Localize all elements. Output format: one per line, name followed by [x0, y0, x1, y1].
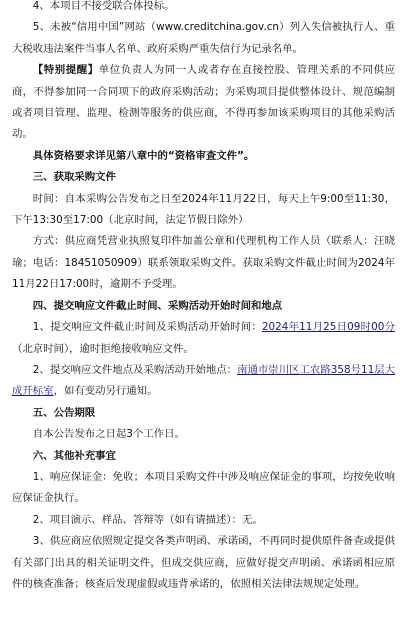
section-3-heading: 三、获取采购文件 — [32, 171, 116, 184]
requirement-item-5: 5、未被“信用中国”网站（www.creditchina.gov.cn）列入失信被执行人、重大税收违法案件当事人名单、政府采购严重失信行为记录名单。 — [12, 21, 395, 55]
deadline-datetime: 2024年11月25日09时00分 — [261, 321, 395, 334]
section-5-heading: 五、公告期限 — [32, 406, 96, 419]
deadline-note: （北京时间），逾时拒绝接收响应文件。 — [12, 342, 194, 355]
declaration-item: 3、供应商应依照规定提交各类声明函、承诺函，不再同时提供原件备查或提供有关部门出具的相关证明文件，但成交供应商，应做好提交声明函、承诺函相应原件的核查准备；核查后发现虚假或违背承诺的，依照相关法律法规规定处理。 — [12, 535, 395, 590]
section-4-heading: 四、提交响应文件截止时间、采购活动开始时间和地点 — [32, 299, 283, 312]
acquire-time: 时间：自本采购公告发布之日至2024年11月22日，每天上午9:00至11:30，下午13:30至17:00（北京时间，法定节假日除外） — [12, 192, 395, 227]
special-reminder — [12, 60, 395, 146]
special-reminder-text: 单位负责人为同一人或者存在直接控股、管理关系的不同供应商，不得参加同一合同项下的政府采购活动；为采购项目提供整体设计、规范编制或者项目管理、监理、检测等服务的供应商，不得再参加该采购项目的其他采购活动。 — [12, 64, 396, 141]
deadline-item — [12, 317, 395, 360]
deposit-item: 1、响应保证金：免收；本项目采购文件中涉及响应保证金的事项，均按免收响应保证金执行。 — [12, 470, 395, 505]
acquire-method: 方式：供应商凭营业执照复印件加盖公章和代理机构工作人员（联系人：汪晓瑜；电话：18451050909）联系领取采购文件。获取采购文件截止时间为2024年11月22日17:00时，逾期不予受理。 — [12, 235, 395, 291]
location-label: 2、提交响应文件地点及采购活动开始地点： — [32, 363, 238, 376]
location-item — [12, 360, 395, 403]
location-address: 南通市崇川区工农路358号11层大成开标室 — [12, 363, 396, 398]
location-note: ，如有变动另行通知。 — [53, 385, 158, 398]
demo-item: 2、项目演示、样品、答辩等（如有请描述）：无。 — [32, 513, 263, 526]
qualification-note: 具体资格要求详见第八章中的“资格审查文件”。 — [32, 149, 255, 162]
section-6-heading: 六、其他补充事宜 — [32, 449, 116, 462]
special-reminder-label: 【特别提醒】 — [32, 64, 99, 77]
deadline-label: 1、提交响应文件截止时间及采购活动开始时间： — [32, 321, 262, 334]
requirement-item-4: 4、本项目不接受联合体投标。 — [32, 0, 175, 12]
notice-period: 自本公告发布之日起3个工作日。 — [32, 428, 185, 441]
